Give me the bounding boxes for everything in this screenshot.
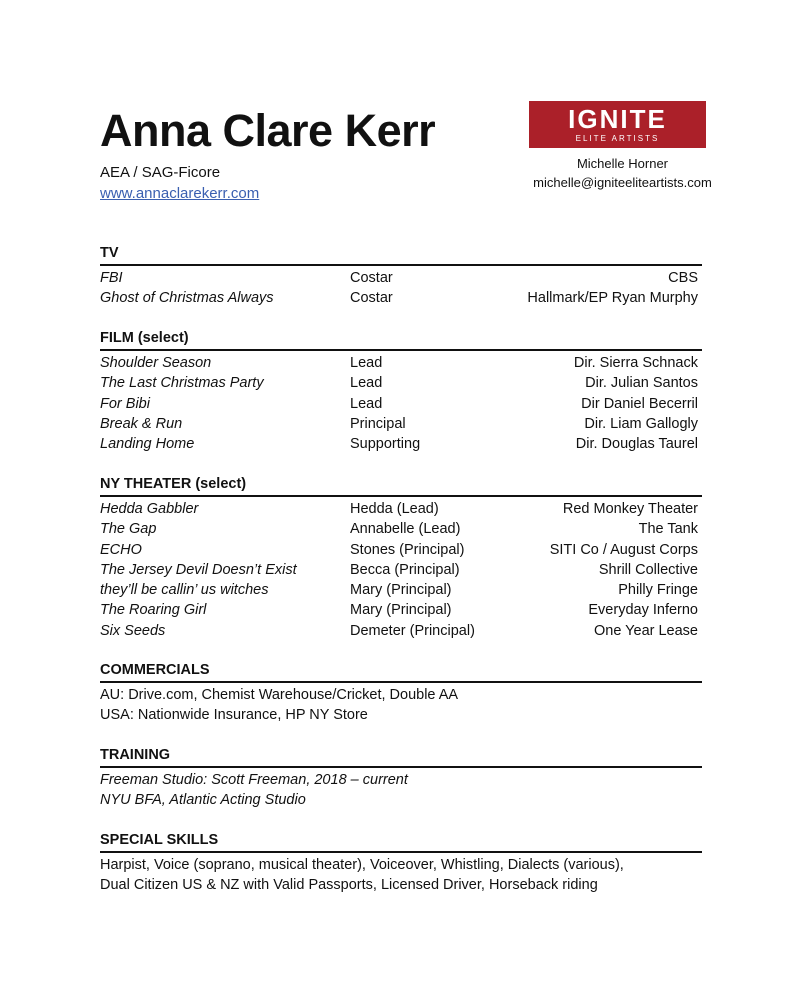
credit-role: Demeter (Principal): [350, 622, 475, 639]
agency-logo-tagline: ELITE ARTISTS: [575, 134, 660, 143]
section-tv: [100, 244, 702, 309]
credit-row: [100, 499, 702, 519]
credit-row: [100, 600, 702, 620]
credit-company: SITI Co / August Corps: [549, 541, 698, 558]
section-title: TRAINING: [100, 746, 702, 768]
credit-director: Dir. Sierra Schnack: [573, 355, 698, 371]
credit-title: The Last Christmas Party: [100, 375, 264, 392]
credit-title: The Jersey Devil Doesn’t Exist: [100, 561, 297, 578]
section-skills: [100, 831, 702, 896]
website-link[interactable]: www.annaclarekerr.com: [100, 185, 260, 202]
section-film: [100, 329, 702, 454]
credit-company: Philly Fringe: [618, 582, 698, 599]
credit-row: [100, 560, 702, 580]
credit-title: Six Seeds: [100, 622, 166, 639]
credit-role: Lead: [350, 375, 383, 392]
section-theater: [100, 475, 702, 641]
agency-logo-wordmark: IGNITE: [568, 104, 667, 134]
credit-role: Supporting: [350, 436, 421, 453]
actor-name: Anna Clare Kerr: [100, 105, 436, 156]
credit-role: Mary (Principal): [350, 582, 452, 599]
credit-row: [100, 394, 702, 414]
credit-network: CBS: [668, 270, 698, 286]
credit-row: [100, 288, 702, 308]
agent-name: Michelle Horner: [576, 156, 669, 171]
skills-line: Harpist, Voice (soprano, musical theater), Voiceover, Whistling, Dialects (various),: [100, 857, 624, 873]
commercials-line: AU: Drive.com, Chemist Warehouse/Cricket, Double AA: [100, 687, 459, 703]
agent-email: michelle@igniteeliteartists.com: [533, 175, 712, 190]
section-title: NY THEATER (select): [100, 475, 702, 497]
credit-role: Lead: [350, 395, 383, 412]
credit-title: they’ll be callin’ us witches: [100, 582, 269, 599]
union-affiliation: AEA / SAG-Ficore: [100, 164, 221, 181]
credit-title: The Gap: [100, 521, 157, 538]
credit-role: Stones (Principal): [350, 541, 465, 558]
section-commercials: [100, 661, 702, 726]
credit-row: [100, 540, 702, 560]
agency-logo: [529, 101, 706, 148]
section-title: TV: [100, 244, 702, 266]
credit-row: [100, 373, 702, 393]
credit-title: Shoulder Season: [100, 355, 212, 371]
credit-role: Hedda (Lead): [350, 501, 439, 517]
credit-title: Hedda Gabbler: [100, 501, 199, 517]
credit-role: Lead: [350, 355, 383, 371]
credit-row: [100, 414, 702, 434]
section-title: COMMERCIALS: [100, 661, 702, 683]
credit-company: One Year Lease: [593, 622, 698, 639]
section-title: SPECIAL SKILLS: [100, 831, 702, 853]
credit-row: [100, 353, 702, 373]
commercials-line: USA: Nationwide Insurance, HP NY Store: [100, 707, 368, 724]
credit-role: Costar: [350, 270, 393, 286]
credit-company: The Tank: [638, 521, 698, 538]
credit-title: Landing Home: [100, 436, 195, 453]
credit-director: Dir. Douglas Taurel: [575, 436, 698, 453]
credit-director: Dir. Liam Gallogly: [584, 415, 698, 432]
skills-line: Dual Citizen US & NZ with Valid Passports, Licensed Driver, Horseback riding: [100, 877, 598, 894]
credit-title: Break & Run: [100, 415, 183, 432]
section-title: FILM (select): [100, 329, 702, 351]
section-training: [100, 746, 702, 811]
credit-role: Costar: [350, 290, 393, 307]
training-line: Freeman Studio: Scott Freeman, 2018 – current: [100, 772, 408, 788]
credit-company: Shrill Collective: [598, 561, 698, 578]
credit-row: [100, 434, 702, 454]
credit-network: Hallmark/EP Ryan Murphy: [527, 290, 698, 307]
credit-title: FBI: [100, 270, 123, 286]
credit-role: Principal: [350, 415, 406, 432]
credit-title: Ghost of Christmas Always: [100, 290, 274, 307]
credit-role: Annabelle (Lead): [350, 521, 461, 538]
credit-company: Everyday Inferno: [588, 602, 698, 619]
credit-director: Dir. Julian Santos: [585, 375, 698, 392]
credit-title: For Bibi: [100, 395, 150, 412]
credit-company: Red Monkey Theater: [562, 501, 698, 517]
credit-role: Becca (Principal): [350, 561, 460, 578]
credit-row: [100, 621, 702, 641]
credit-row: [100, 580, 702, 600]
credit-title: The Roaring Girl: [100, 602, 207, 619]
training-line: NYU BFA, Atlantic Acting Studio: [100, 792, 306, 809]
credit-row: [100, 268, 702, 288]
credit-row: [100, 519, 702, 539]
credit-role: Mary (Principal): [350, 602, 452, 619]
credit-title: ECHO: [100, 541, 142, 558]
credit-director: Dir Daniel Becerril: [581, 395, 698, 412]
